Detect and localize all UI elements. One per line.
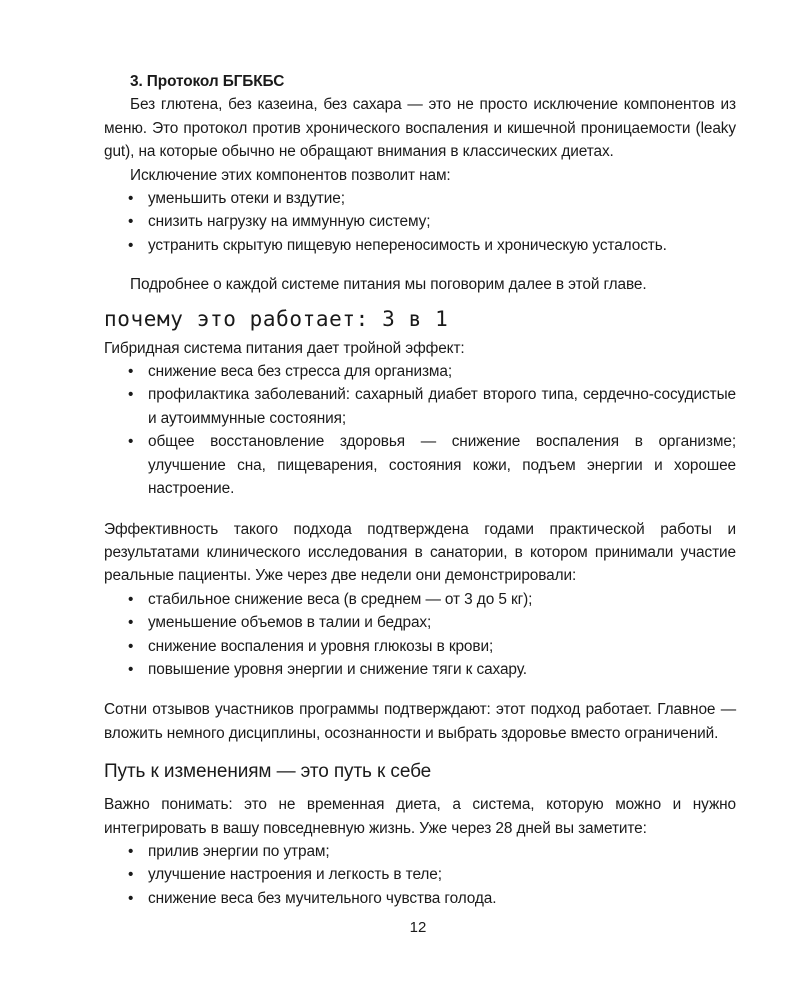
list-item: • профилактика заболеваний: сахарный диабет второго типа, сердечно-сосудистые и аутоиммунные состояния; bbox=[148, 383, 736, 430]
list-item: • прилив энергии по утрам; bbox=[148, 840, 736, 863]
list-item: • снижение веса без мучительного чувства голода. bbox=[148, 887, 736, 910]
page-content bbox=[104, 70, 736, 910]
paragraph-more-details: Подробнее о каждой системе питания мы поговорим далее в этой главе. bbox=[130, 276, 647, 294]
section-heading-why: почему это работает: 3 в 1 bbox=[104, 306, 449, 331]
section-heading-path: Путь к изменениям — это путь к себе bbox=[104, 761, 432, 783]
path-results-list bbox=[104, 840, 736, 910]
paragraph-effectiveness: Эффективность такого подхода подтверждена годами практической работы и результатами клинического исследования в санатории, в котором принимали участие реальные пациенты. Уже через две недели они демонстрировали: bbox=[104, 520, 736, 585]
spacer bbox=[104, 501, 736, 518]
results-list bbox=[104, 588, 736, 682]
list-item: • снижение воспаления и уровня глюкозы в крови; bbox=[148, 635, 736, 658]
list-item: • стабильное снижение веса (в среднем — от 3 до 5 кг); bbox=[148, 588, 736, 611]
paragraph-path-intro: Важно понимать: это не временная диета, а система, которую можно и нужно интегрировать в вашу повседневную жизнь. Уже через 28 дней вы заметите: bbox=[104, 796, 736, 837]
list-item: • улучшение настроения и легкость в теле; bbox=[148, 863, 736, 886]
paragraph-protocol-intro: Без глютена, без казеина, без сахара — это не просто исключение компонентов из меню. Это протокол против хронического воспаления и кишечной проницаемости (leaky gut), на которые обычно не обращают внимания в классических диетах. bbox=[104, 96, 736, 161]
paragraph-reviews: Сотни отзывов участников программы подтверждают: этот подход работает. Главное — вложить немного дисциплины, осознанности и выбрать здоровье вместо ограничений. bbox=[104, 701, 736, 742]
spacer bbox=[104, 257, 736, 273]
triple-effect-list bbox=[104, 360, 736, 500]
paragraph-exclusion-lead: Исключение этих компонентов позволит нам: bbox=[130, 166, 451, 184]
list-item: • уменьшение объемов в талии и бедрах; bbox=[148, 611, 736, 634]
list-item: • снижение веса без стресса для организма; bbox=[148, 360, 736, 383]
section-title: 3. Протокол БГБКБС bbox=[130, 73, 285, 90]
list-item: • общее восстановление здоровья — снижение воспаления в организме; улучшение сна, пищеварения, состояния кожи, подъем энергии и хорошее настроение. bbox=[148, 430, 736, 500]
list-item: • снизить нагрузку на иммунную систему; bbox=[148, 210, 736, 233]
list-item: • повышение уровня энергии и снижение тяги к сахару. bbox=[148, 658, 736, 681]
exclusion-benefits-list bbox=[104, 187, 736, 257]
spacer bbox=[104, 681, 736, 698]
list-item: • устранить скрытую пищевую непереносимость и хроническую усталость. bbox=[148, 234, 736, 257]
paragraph-hybrid-intro: Гибридная система питания дает тройной эффект: bbox=[104, 339, 465, 357]
list-item: • уменьшить отеки и вздутие; bbox=[148, 187, 736, 210]
page-number: 12 bbox=[409, 919, 427, 936]
